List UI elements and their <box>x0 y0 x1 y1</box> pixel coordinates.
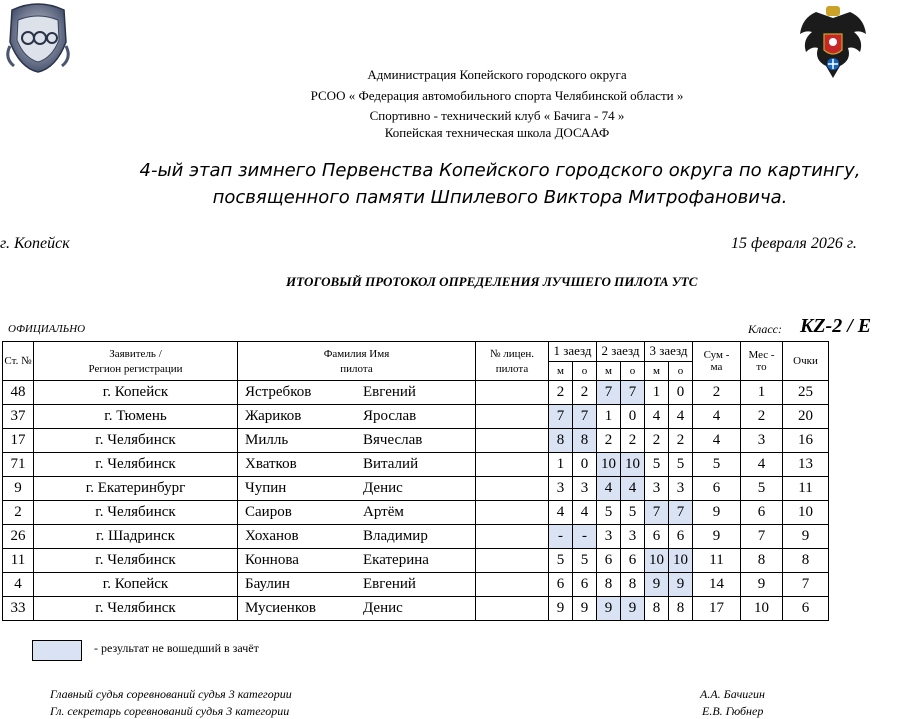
heat-result: 1 <box>597 405 621 429</box>
table-row <box>3 573 829 597</box>
heat-result: 2 <box>549 381 573 405</box>
entrant-region: г. Челябинск <box>34 453 238 477</box>
heat-result: 6 <box>645 525 669 549</box>
heat-result: 5 <box>645 453 669 477</box>
col-place: Мес - то <box>741 342 783 381</box>
points: 10 <box>783 501 829 525</box>
pilot-first-name: Виталий <box>363 456 419 472</box>
sub-m: м <box>645 361 669 381</box>
heat-result: 10 <box>645 549 669 573</box>
heat-result: 8 <box>669 597 693 621</box>
heat-result: - <box>549 525 573 549</box>
sub-o: о <box>621 361 645 381</box>
sum: 9 <box>693 525 741 549</box>
entrant-region: г. Челябинск <box>34 597 238 621</box>
table-row <box>3 381 829 405</box>
heat-result: 4 <box>645 405 669 429</box>
pilot-first-name: Вячеслав <box>363 432 423 448</box>
pilot-surname: Коннова <box>245 552 299 568</box>
entrant-region: г. Тюмень <box>34 405 238 429</box>
sum: 4 <box>693 429 741 453</box>
sum: 14 <box>693 573 741 597</box>
sum: 4 <box>693 405 741 429</box>
heat-result: 2 <box>621 429 645 453</box>
place: 9 <box>741 573 783 597</box>
chief-secretary-role: Гл. секретарь соревнований судья 3 категории <box>50 704 290 718</box>
heat-result: 7 <box>645 501 669 525</box>
city: г. Копейск <box>0 235 70 252</box>
col-pilot: Фамилия Имя пилота <box>238 342 476 381</box>
pilot-surname: Саиров <box>245 504 292 520</box>
heat-result: 2 <box>669 429 693 453</box>
col-entrant: Заявитель / Регион регистрации <box>34 342 238 381</box>
heat-result: 7 <box>669 501 693 525</box>
heat-result: 3 <box>597 525 621 549</box>
table-row <box>3 549 829 573</box>
sum: 9 <box>693 501 741 525</box>
heat-result: 1 <box>645 381 669 405</box>
start-number: 17 <box>3 429 34 453</box>
entrant-region: г. Копейск <box>34 381 238 405</box>
event-date: 15 февраля 2026 г. <box>731 235 857 252</box>
header-line-2: РСОО « Федерация автомобильного спорта Челябинской области » <box>310 88 684 103</box>
heat-result: 3 <box>621 525 645 549</box>
pilot-surname: Жариков <box>245 408 302 424</box>
sum: 11 <box>693 549 741 573</box>
heat-result: 2 <box>597 429 621 453</box>
col-points: Очки <box>783 342 829 381</box>
heat-result: 2 <box>645 429 669 453</box>
license-number <box>476 477 549 501</box>
start-number: 48 <box>3 381 34 405</box>
start-number: 33 <box>3 597 34 621</box>
sum: 5 <box>693 453 741 477</box>
heat-result: 3 <box>669 477 693 501</box>
heat-result: - <box>573 525 597 549</box>
points: 13 <box>783 453 829 477</box>
license-number <box>476 549 549 573</box>
chief-judge-role: Главный судья соревнований судья 3 категории <box>50 687 292 701</box>
heat-result: 9 <box>669 573 693 597</box>
col-heat-1: 1 заезд <box>549 342 597 362</box>
place: 6 <box>741 501 783 525</box>
pilot-first-name: Артём <box>363 504 404 520</box>
heat-result: 1 <box>549 453 573 477</box>
entrant-region: г. Челябинск <box>34 429 238 453</box>
heat-result: 5 <box>621 501 645 525</box>
class-label: Класс: <box>748 322 782 336</box>
heat-result: 10 <box>621 453 645 477</box>
heat-result: 0 <box>621 405 645 429</box>
points: 20 <box>783 405 829 429</box>
pilot-name <box>238 453 476 477</box>
pilot-name <box>238 477 476 501</box>
heat-result: 4 <box>669 405 693 429</box>
heat-result: 8 <box>573 429 597 453</box>
points: 11 <box>783 477 829 501</box>
heat-result: 3 <box>645 477 669 501</box>
entrant-region: г. Шадринск <box>34 525 238 549</box>
sub-o: о <box>669 361 693 381</box>
sum: 2 <box>693 381 741 405</box>
table-row <box>3 525 829 549</box>
entrant-region: г. Екатеринбург <box>34 477 238 501</box>
heat-result: 7 <box>597 381 621 405</box>
pilot-name <box>238 573 476 597</box>
col-start-no: Ст. № <box>3 342 34 381</box>
table-row <box>3 597 829 621</box>
heat-result: 4 <box>549 501 573 525</box>
start-number: 71 <box>3 453 34 477</box>
pilot-surname: Чупин <box>245 480 287 496</box>
place: 3 <box>741 429 783 453</box>
license-number <box>476 453 549 477</box>
license-number <box>476 597 549 621</box>
pilot-first-name: Денис <box>363 480 403 496</box>
heat-result: 4 <box>621 477 645 501</box>
col-heat-2: 2 заезд <box>597 342 645 362</box>
entrant-region: г. Копейск <box>34 573 238 597</box>
club-logo <box>4 2 72 74</box>
heat-result: 6 <box>597 549 621 573</box>
table-row <box>3 429 829 453</box>
header-line-3: Спортивно - технический клуб « Бачига - 74 » <box>369 108 625 123</box>
start-number: 11 <box>3 549 34 573</box>
sum: 6 <box>693 477 741 501</box>
pilot-name <box>238 429 476 453</box>
heat-result: 6 <box>669 525 693 549</box>
license-number <box>476 501 549 525</box>
pilot-first-name: Денис <box>363 600 403 616</box>
license-number <box>476 405 549 429</box>
col-license: № лицен. пилота <box>476 342 549 381</box>
header-line-1: Администрация Копейского городского округа <box>367 67 627 82</box>
pilot-surname: Баулин <box>245 576 290 592</box>
event-title-line-2: посвященного памяти Шпилевого Виктора Митрофановича. <box>212 187 788 208</box>
official-label: ОФИЦИАЛЬНО <box>8 323 86 335</box>
event-title-line-1: 4-ый этап зимнего Первенства Копейского городского округа по картингу, <box>139 160 861 181</box>
heat-result: 5 <box>669 453 693 477</box>
heat-result: 9 <box>549 597 573 621</box>
license-number <box>476 525 549 549</box>
heat-result: 6 <box>621 549 645 573</box>
heat-result: 7 <box>549 405 573 429</box>
sub-o: о <box>573 361 597 381</box>
heat-result: 0 <box>573 453 597 477</box>
pilot-name <box>238 381 476 405</box>
license-number <box>476 429 549 453</box>
place: 2 <box>741 405 783 429</box>
pilot-surname: Мусиенков <box>245 600 316 616</box>
entrant-region: г. Челябинск <box>34 549 238 573</box>
pilot-first-name: Евгений <box>363 384 416 400</box>
heat-result: 2 <box>573 381 597 405</box>
entrant-region: г. Челябинск <box>34 501 238 525</box>
heat-result: 8 <box>645 597 669 621</box>
sum: 17 <box>693 597 741 621</box>
protocol-title: ИТОГОВЫЙ ПРОТОКОЛ ОПРЕДЕЛЕНИЯ ЛУЧШЕГО ПИЛОТА УТС <box>286 274 698 289</box>
pilot-name <box>238 501 476 525</box>
sub-m: м <box>549 361 573 381</box>
points: 6 <box>783 597 829 621</box>
start-number: 26 <box>3 525 34 549</box>
points: 8 <box>783 549 829 573</box>
col-sum: Сум - ма <box>693 342 741 381</box>
sub-m: м <box>597 361 621 381</box>
license-number <box>476 573 549 597</box>
heat-result: 6 <box>549 573 573 597</box>
pilot-first-name: Екатерина <box>363 552 429 568</box>
heat-result: 7 <box>573 405 597 429</box>
col-heat-3: 3 заезд <box>645 342 693 362</box>
heat-result: 0 <box>669 381 693 405</box>
place: 8 <box>741 549 783 573</box>
place: 1 <box>741 381 783 405</box>
header-line-4: Копейская техническая школа ДОСААФ <box>384 125 610 140</box>
start-number: 4 <box>3 573 34 597</box>
table-header-row <box>3 342 829 362</box>
table-row <box>3 477 829 501</box>
start-number: 37 <box>3 405 34 429</box>
table-row <box>3 453 829 477</box>
heat-result: 8 <box>549 429 573 453</box>
points: 7 <box>783 573 829 597</box>
pilot-name <box>238 597 476 621</box>
chief-judge-name: А.А. Бачигин <box>700 687 765 701</box>
heat-result: 9 <box>645 573 669 597</box>
start-number: 9 <box>3 477 34 501</box>
pilot-name <box>238 549 476 573</box>
pilot-name <box>238 405 476 429</box>
heat-result: 9 <box>573 597 597 621</box>
heat-result: 10 <box>597 453 621 477</box>
pilot-surname: Ястребков <box>245 384 312 400</box>
heat-result: 8 <box>597 573 621 597</box>
legend-swatch <box>32 640 82 661</box>
heat-result: 4 <box>573 501 597 525</box>
heat-result: 5 <box>573 549 597 573</box>
heat-result: 7 <box>621 381 645 405</box>
pilot-first-name: Евгений <box>363 576 416 592</box>
heat-result: 3 <box>573 477 597 501</box>
heat-result: 9 <box>597 597 621 621</box>
pilot-surname: Милль <box>245 432 289 448</box>
points: 9 <box>783 525 829 549</box>
heat-result: 6 <box>573 573 597 597</box>
points: 25 <box>783 381 829 405</box>
table-row <box>3 405 829 429</box>
pilot-name <box>238 525 476 549</box>
place: 4 <box>741 453 783 477</box>
heat-result: 9 <box>621 597 645 621</box>
pilot-first-name: Владимир <box>363 528 428 544</box>
heat-result: 10 <box>669 549 693 573</box>
table-row <box>3 501 829 525</box>
heat-result: 4 <box>597 477 621 501</box>
results-table <box>2 341 829 621</box>
place: 10 <box>741 597 783 621</box>
points: 16 <box>783 429 829 453</box>
license-number <box>476 381 549 405</box>
heat-result: 5 <box>597 501 621 525</box>
place: 5 <box>741 477 783 501</box>
pilot-first-name: Ярослав <box>363 408 417 424</box>
legend-text: - результат не вошедший в зачёт <box>94 641 259 655</box>
place: 7 <box>741 525 783 549</box>
pilot-surname: Хватков <box>245 456 297 472</box>
start-number: 2 <box>3 501 34 525</box>
class-value: KZ-2 / E <box>800 315 872 337</box>
heat-result: 3 <box>549 477 573 501</box>
pilot-surname: Хоханов <box>245 528 299 544</box>
heat-result: 8 <box>621 573 645 597</box>
heat-result: 5 <box>549 549 573 573</box>
chief-secretary-name: Е.В. Гюбнер <box>702 704 764 718</box>
